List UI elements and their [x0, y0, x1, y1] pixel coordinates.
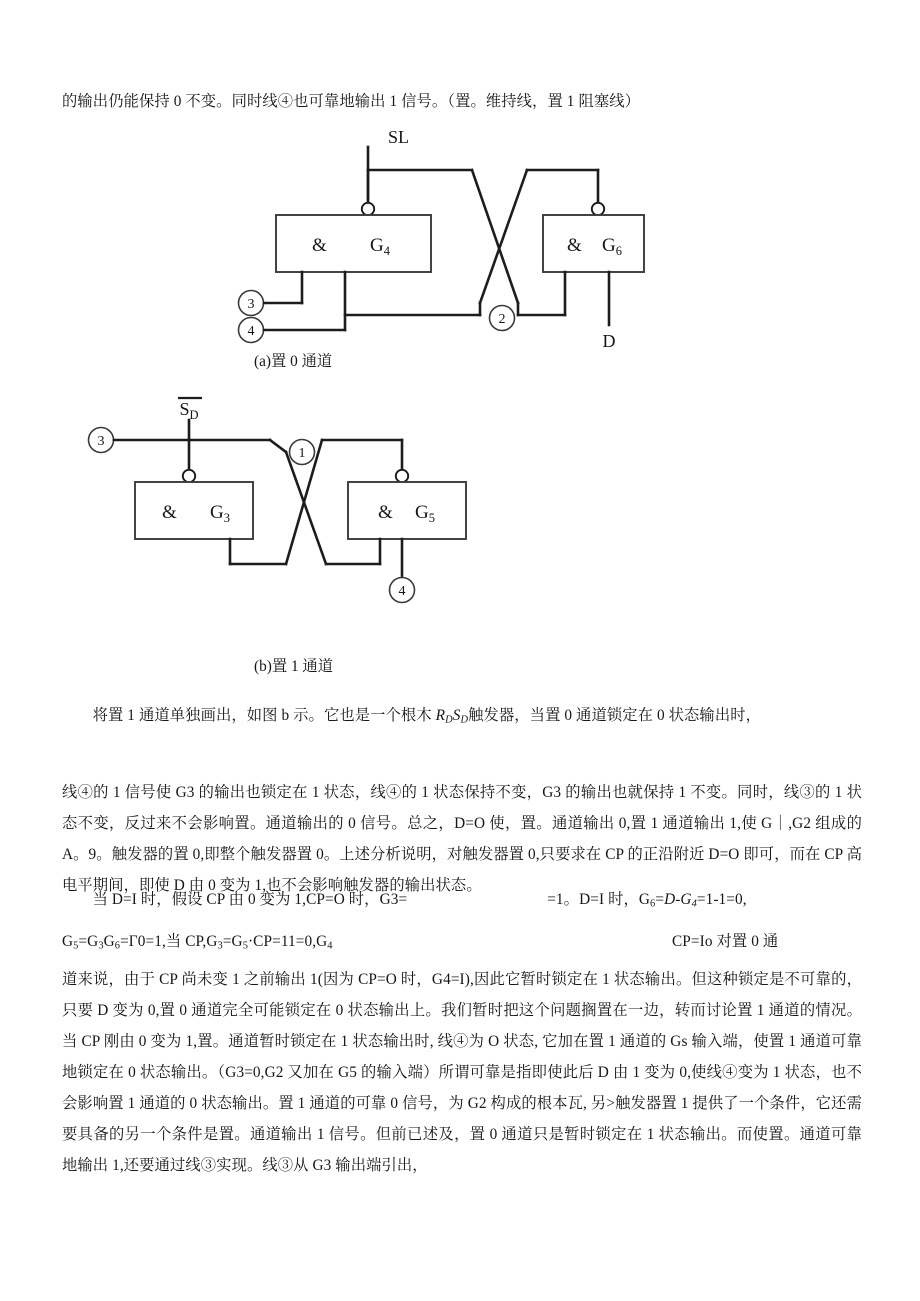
- svg-text:G3: $G_3$: [210, 502, 230, 525]
- svg-text:2: 2: [498, 312, 506, 327]
- svg-text:3: 3: [97, 434, 105, 449]
- top-paragraph: 的输出仍能保持 0 不变。同时线④也可靠地输出 1 信号。（置。维持线，置 1 阻塞线）: [62, 93, 641, 110]
- svg-text:4: 4: [247, 324, 255, 339]
- paragraph-body-long: 道来说，由于 CP 尚未变 1 之前输出 1(因为 CP=O 时，G4=I),因此它暂时锁定在 1 状态输出。但这种锁定是不可靠的，只要 D 变为 0,置 0 通道完全可能锁定在 0 状态输出上。我们暂时把这个问题搁置在一边，转而讨论置 1 通道的情况。当 CP 刚由 0 变为 1,置。通道暂时锁定在 1 状态输出时, 线④为 O 状态, 它加在置 1 通道的 Gs 输入端，使置 1 通道可靠地锁定在 0 状态输出。（G3=0,G2 又加在 G5 的输入端）所谓可靠是指即使此后 D 由 1 变为 0,使线④变为 1 状态，也不会影响置 1 通道的 0 状态输出。置 1 通道的可靠 0 信号，为 G2 构成的根本瓦, 另>触发器置 1 提供了一个条件，它还需要具备的另一个条件是置。通道输出 1 信号。但前已述及，置 0 通道只是暂时锁定在 1 状态输出。而使置。通道可靠地输出 1,还要通过线③实现。线③从 G3 输出端引出，: [62, 971, 862, 1174]
- paragraph-analysis: 线④的 1 信号使 G3 的输出也锁定在 1 状态，线④的 1 状态保持不变，G3 的输出也就保持 1 不变。同时，线③的 1 状态不变，反过来不会影响置。通道输出的 0 信号。总之，D=O 使，置。通道输出 0,置 1 通道输出 1,使 G｜,G2 组成的 A。9。触发器的置 0,即整个触发器置 0。上述分析说明，对触发器置 0,只要求在 CP 的正沿附近 D=O 即可，而在 CP 高电平期间，即使 D 由 0 变为 1,也不会影响触发器的输出状态。: [62, 784, 862, 894]
- paragraph-set1-intro-text-a: 将置 1 通道单独画出，如图 b 示。它也是一个根木: [92, 707, 436, 724]
- svg-text:&: &: [378, 502, 393, 523]
- svg-text:&: &: [162, 502, 177, 523]
- svg-text:4: 4: [398, 584, 406, 599]
- svg-text:G4: $G_4$: [370, 235, 390, 258]
- figure-a-caption: (a)置 0 通道: [254, 353, 333, 370]
- figure-b-caption: (b)置 1 通道: [254, 658, 334, 675]
- svg-text:SL: SL: [388, 127, 410, 147]
- formula-line-1-right: $G_6=D-G_4=1-1=0$,: [638, 891, 747, 910]
- svg-text:D: D: [602, 331, 616, 351]
- svg-text:1: 1: [298, 446, 306, 461]
- svg-text:SD: $S_D$: [179, 399, 199, 422]
- paragraph-set1-intro: [62, 700, 862, 735]
- formula-line-1-left: 当 D=I 时，假设 CP 由 0 变为 1,CP=O 时，G3=: [92, 891, 408, 908]
- paragraph-set1-intro-text-b: 触发器，当置 0 通道锁定在 0 状态输出时，: [468, 707, 762, 724]
- formula-line-1: [62, 884, 862, 919]
- svg-text:&: &: [567, 235, 582, 256]
- figure-b-set1-channel: [90, 392, 510, 607]
- formula-line-1-middle: =1。D=I 时，: [547, 891, 639, 908]
- svg-text:&: &: [312, 235, 327, 256]
- formula-line-2-left: $G_5=G_3G_6=\Gamma 0=1$,当 $CP,G_3=G_5\cdot CP=11=0,G_4$: [62, 933, 333, 952]
- figure-a-set0-channel: [240, 125, 660, 351]
- formula-line-2-right: CP=Io 对置 0 通: [672, 933, 779, 950]
- svg-text:G5: $G_5$: [415, 502, 435, 525]
- svg-text:G6: $G_6$: [602, 235, 622, 258]
- inline-formula-rdsd: $R_DS_D$: [435, 707, 469, 726]
- svg-text:3: 3: [247, 297, 255, 312]
